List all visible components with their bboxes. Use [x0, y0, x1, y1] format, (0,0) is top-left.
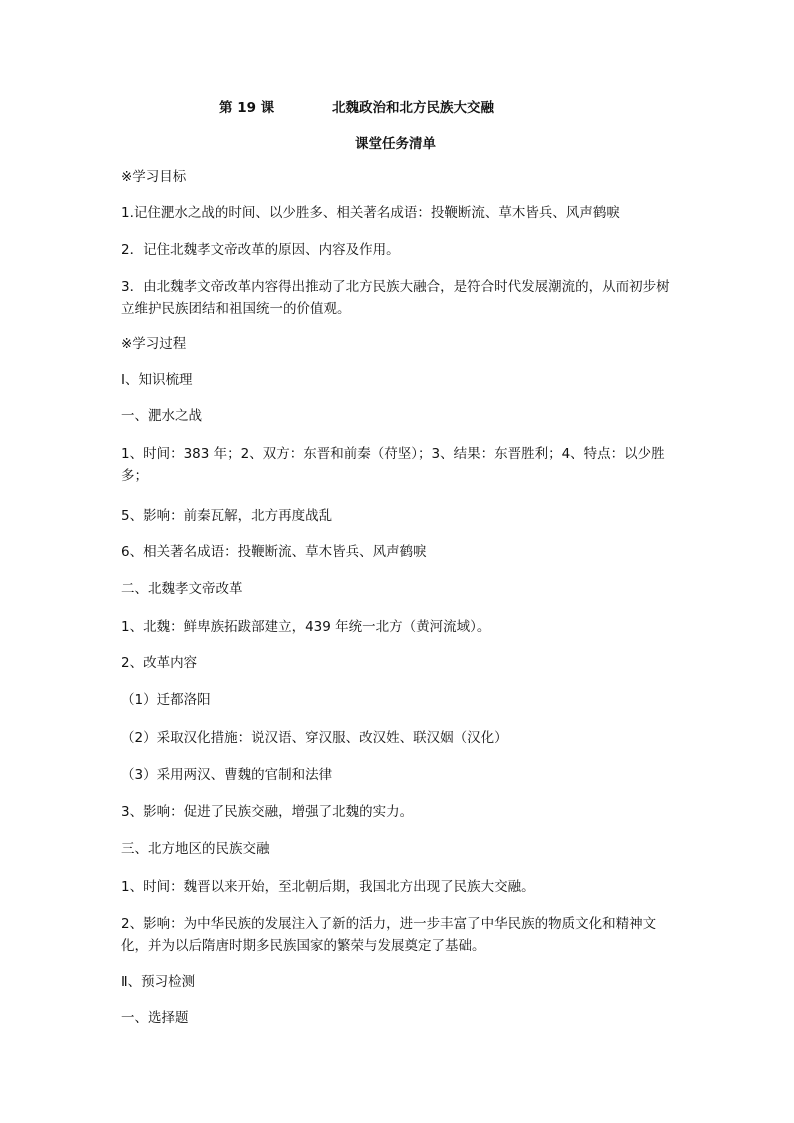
fusion-paragraph-2: 2、影响：为中华民族的发展注入了新的活力，进一步丰富了中华民族的物质文化和精神文化，并为以后隋唐时期多民族国家的繁荣与发展奠定了基础。 [121, 916, 657, 954]
reform-paragraph-1: 1、北魏：鲜卑族拓跋部建立，439 年统一北方（黄河流域）。 [121, 619, 491, 635]
fusion-heading: 三、北方地区的民族交融 [121, 841, 270, 857]
reform-paragraph-5: （3）采用两汉、曹魏的官制和法律 [121, 767, 333, 783]
goal-item-1: 1.记住淝水之战的时间、以少胜多、相关著名成语：投鞭断流、草木皆兵、风声鹤唳 [121, 205, 620, 221]
fusion-paragraph-1: 1、时间：魏晋以来开始，至北朝后期，我国北方出现了民族大交融。 [121, 879, 535, 895]
part2-heading: Ⅱ、预习检测 [121, 974, 196, 990]
battle-paragraph-3: 6、相关著名成语：投鞭断流、草木皆兵、风声鹤唳 [121, 544, 427, 560]
part1-heading: Ⅰ、知识梳理 [121, 372, 193, 388]
battle-paragraph-1: 1、时间：383 年；2、双方：东晋和前秦（苻坚）；3、结果：东晋胜利；4、特点：以少胜多； [121, 446, 665, 484]
reform-paragraph-2: 2、改革内容 [121, 655, 198, 671]
reform-paragraph-4: （2）采取汉化措施：说汉语、穿汉服、改汉姓、联汉姻（汉化） [121, 730, 508, 746]
goal-item-2: 2．记住北魏孝文帝改革的原因、内容及作用。 [121, 242, 400, 258]
goal-item-3: 3．由北魏孝文帝改革内容得出推动了北方民族大融合，是符合时代发展潮流的，从而初步树立维护民族团结和祖国统一的价值观。 [121, 279, 670, 317]
goals-heading: ※学习目标 [121, 169, 187, 185]
lesson-number: 第 19 课 [219, 100, 275, 116]
reform-paragraph-3: （1）迁都洛阳 [121, 692, 211, 708]
page-subtitle: 课堂任务清单 [355, 136, 436, 152]
battle-paragraph-2: 5、影响：前秦瓦解，北方再度战乱 [121, 508, 333, 524]
reform-paragraph-6: 3、影响：促进了民族交融，增强了北魏的实力。 [121, 804, 414, 820]
lesson-title: 北魏政治和北方民族大交融 [332, 100, 494, 116]
battle-heading: 一、淝水之战 [121, 408, 202, 424]
title-row [0, 96, 794, 118]
process-heading: ※学习过程 [121, 336, 187, 352]
reform-heading: 二、北魏孝文帝改革 [121, 581, 243, 597]
choice-heading: 一、选择题 [121, 1010, 189, 1026]
